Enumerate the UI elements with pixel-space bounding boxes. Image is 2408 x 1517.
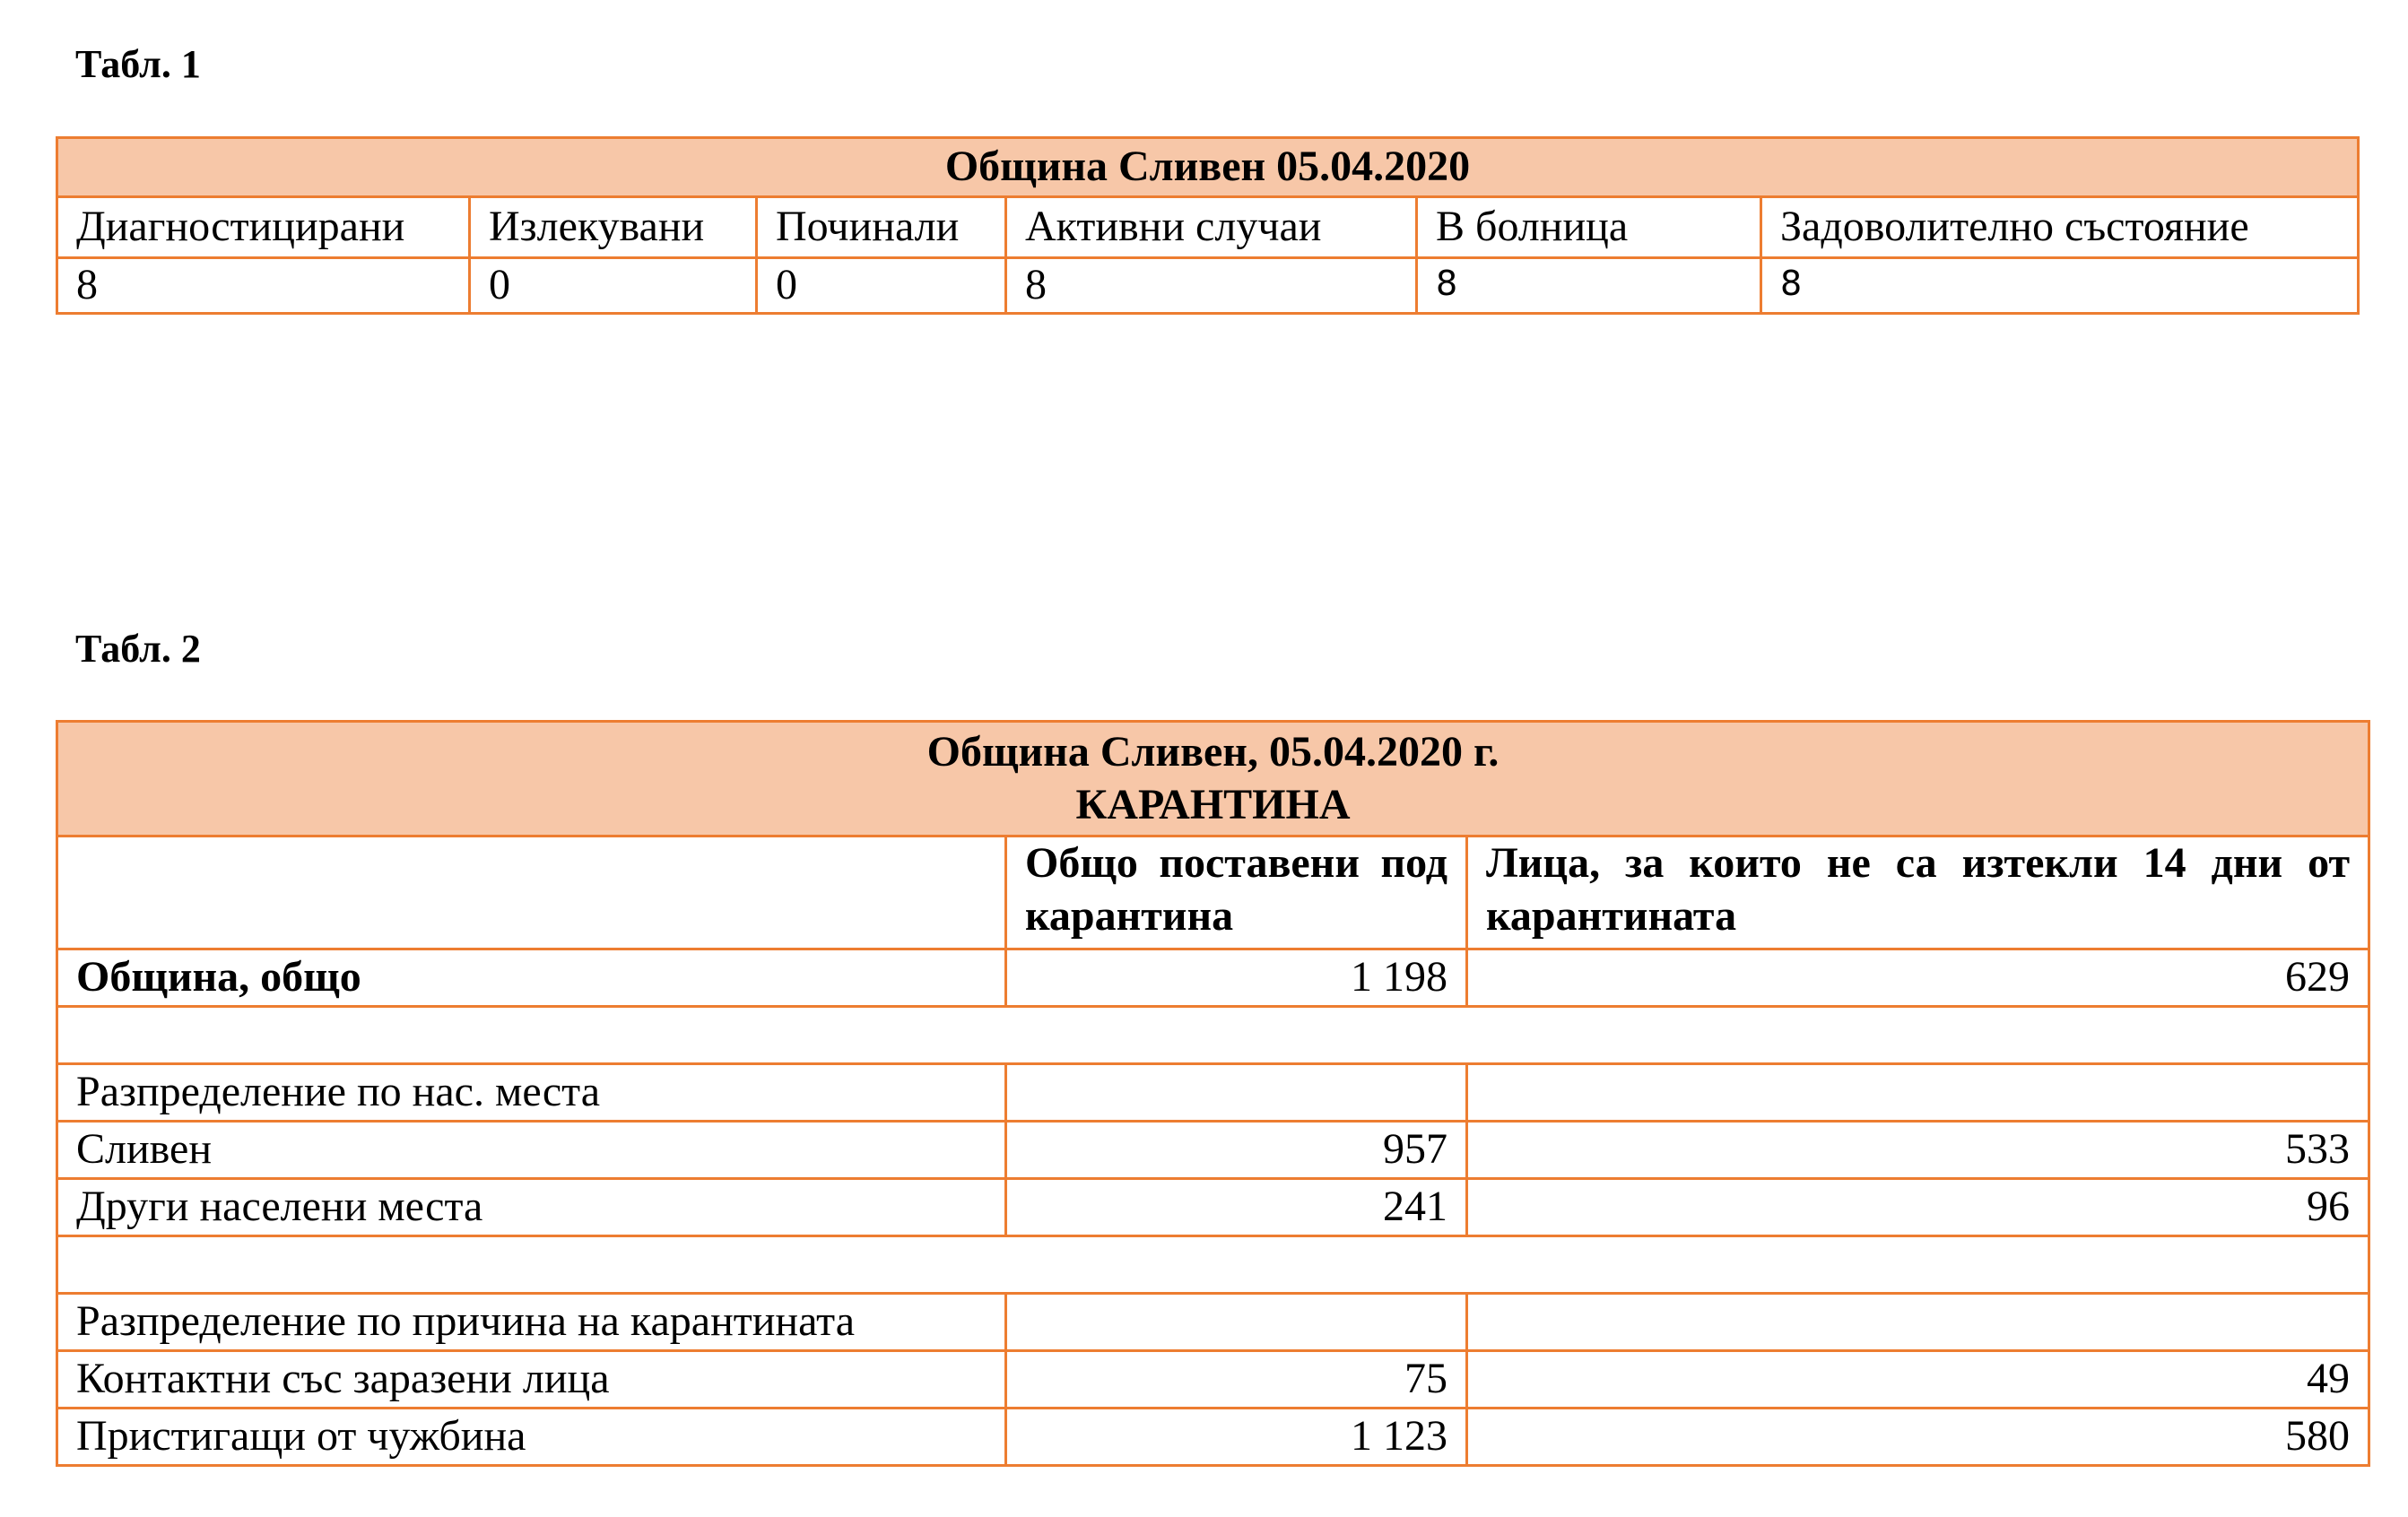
table2	[56, 720, 2370, 1467]
table1-col-deceased: Починали	[757, 197, 1006, 258]
table2-empty-cell	[1467, 1294, 2369, 1351]
table2-row-v1: 75	[1006, 1351, 1467, 1409]
table1	[56, 136, 2360, 315]
table2-row-label: Пристигащи от чужбина	[57, 1409, 1006, 1466]
table2-spacer-row	[57, 1007, 2369, 1064]
table2-row-v2: 49	[1467, 1351, 2369, 1409]
table2-col-active-quarantine: Лица, за които не са изтекли 14 дни от карантината	[1467, 837, 2369, 949]
table1-val-condition: 8	[1761, 258, 2359, 314]
table2-total-label: Община, общо	[57, 949, 1006, 1007]
table2-col-total-quarantined: Общо поставени под карантина	[1006, 837, 1467, 949]
table1-val-deceased: 0	[757, 258, 1006, 314]
table2-empty-cell	[1006, 1294, 1467, 1351]
table1-col-diagnosed: Диагностицирани	[57, 197, 470, 258]
table2-empty-cell	[1006, 1064, 1467, 1122]
table2-header	[57, 722, 2369, 837]
table1-val-active: 8	[1006, 258, 1417, 314]
table2-header-title: Община Сливен, 05.04.2020 г.	[926, 727, 1500, 776]
table1-caption: Табл. 1	[75, 42, 201, 86]
table2-row-label: Сливен	[57, 1122, 1006, 1179]
table2-caption: Табл. 2	[75, 627, 201, 671]
table1-col-condition: Задоволително състояние	[1761, 197, 2359, 258]
table2-row-v2: 96	[1467, 1179, 2369, 1236]
table2-row-v1: 957	[1006, 1122, 1467, 1179]
table1-val-diagnosed: 8	[57, 258, 470, 314]
table1-val-recovered: 0	[470, 258, 757, 314]
table2-section-settlements: Разпределение по нас. места	[57, 1064, 1006, 1122]
table1-header: Община Сливен 05.04.2020	[57, 138, 2359, 197]
table2-spacer-row	[57, 1236, 2369, 1294]
table2-empty-cell	[1467, 1064, 2369, 1122]
table2-header-subtitle: КАРАНТИНА	[1075, 780, 1351, 828]
table2-row-label: Други населени места	[57, 1179, 1006, 1236]
table2-row-v1: 1 123	[1006, 1409, 1467, 1466]
table2-total-v1: 1 198	[1006, 949, 1467, 1007]
table2-row-v2: 580	[1467, 1409, 2369, 1466]
table2-row-v2: 533	[1467, 1122, 2369, 1179]
table1-col-recovered: Излекувани	[470, 197, 757, 258]
table1-val-hospital: 8	[1417, 258, 1761, 314]
table1-col-active: Активни случаи	[1006, 197, 1417, 258]
table1-col-hospital: В болница	[1417, 197, 1761, 258]
table2-row-v1: 241	[1006, 1179, 1467, 1236]
table2-row-label: Контактни със заразени лица	[57, 1351, 1006, 1409]
table2-empty-corner	[57, 837, 1006, 949]
table2-total-v2: 629	[1467, 949, 2369, 1007]
table2-section-reason: Разпределение по причина на карантината	[57, 1294, 1006, 1351]
